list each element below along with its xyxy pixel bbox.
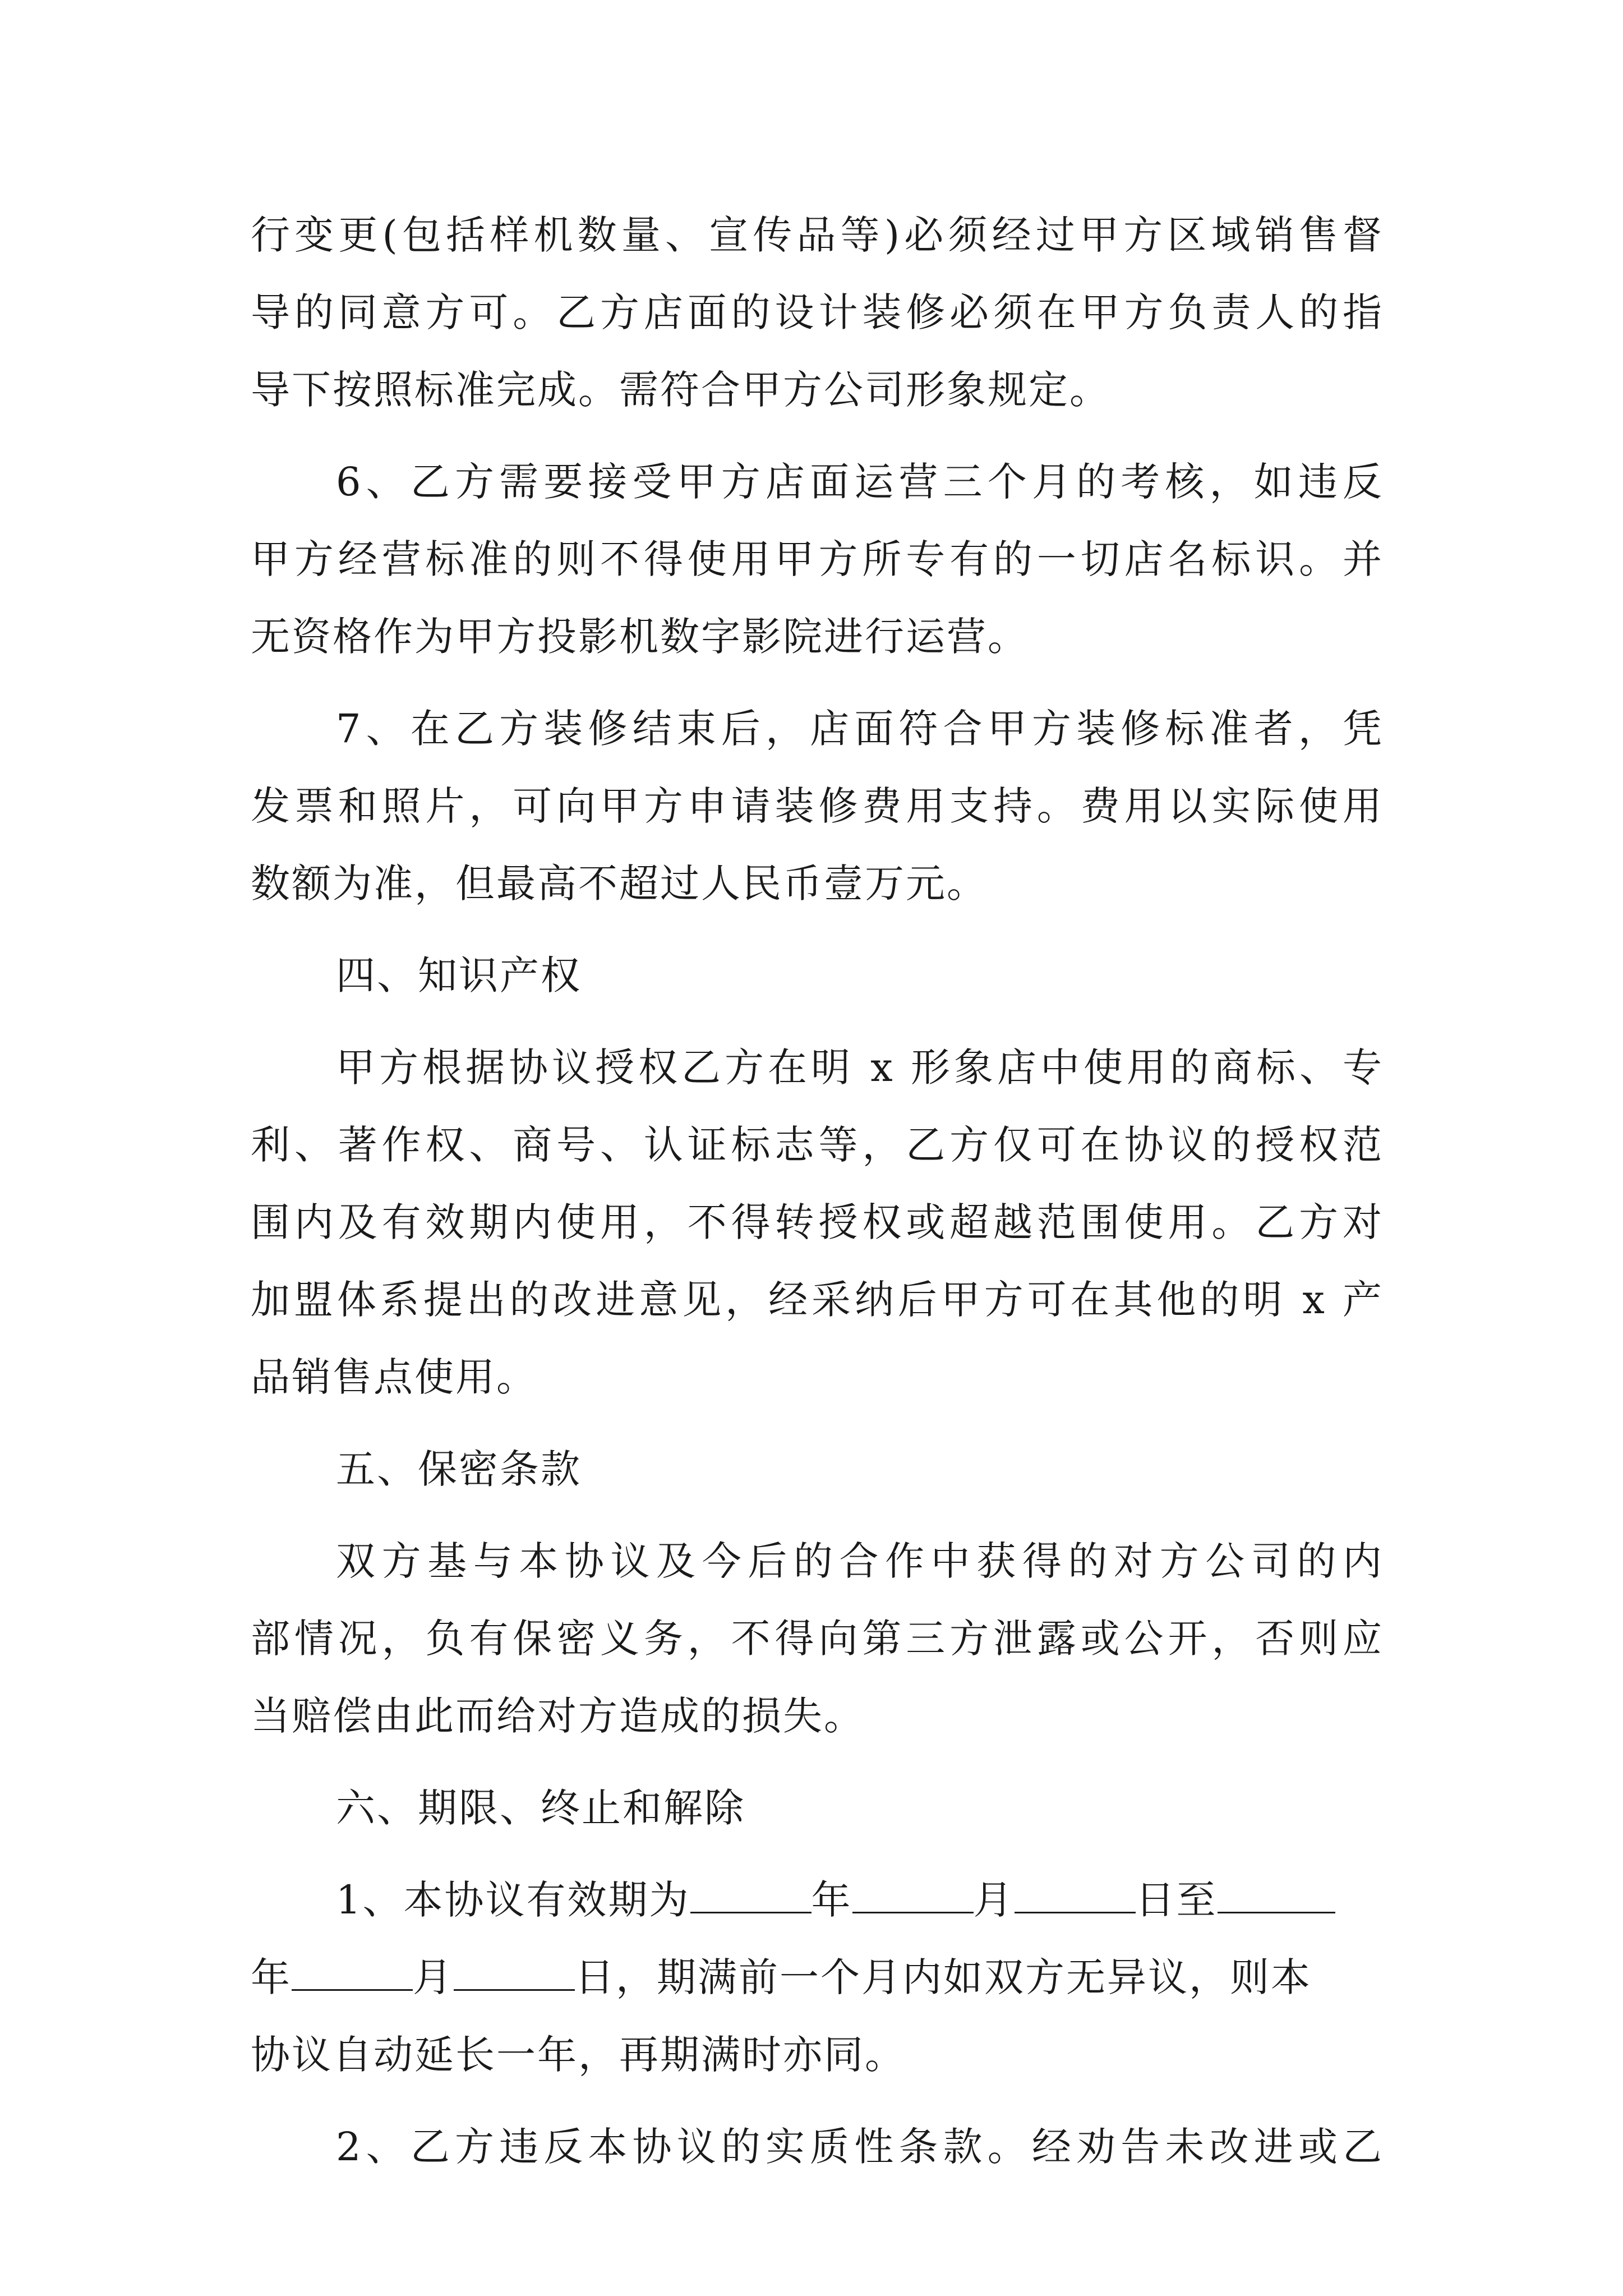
paragraph	[251, 1522, 1384, 1755]
text-line: 围内及有效期内使用，不得转授权或超越范围使用。乙方对	[251, 1199, 1384, 1245]
heading-text: 四、知识产权	[336, 953, 582, 999]
text-line: 利、著作权、商号、认证标志等，乙方仅可在协议的授权范	[251, 1122, 1384, 1168]
paragraph	[251, 443, 1384, 675]
text-line	[251, 1939, 1384, 2016]
paragraph	[251, 690, 1384, 922]
fill-in-blank	[852, 1864, 974, 1913]
text-fragment: 日，期满前一个月内如双方无异议，则本	[575, 1954, 1312, 2000]
fill-in-blank	[1218, 1864, 1335, 1913]
heading-text: 六、期限、终止和解除	[336, 1785, 745, 1831]
text-line: 数额为准，但最高不超过人民币壹万元。	[251, 861, 988, 907]
text-line: 当赔偿由此而给对方造成的损失。	[251, 1693, 865, 1739]
text-line: 发票和照片，可向甲方申请装修费用支持。费用以实际使用	[251, 783, 1384, 829]
section-heading	[251, 1769, 1384, 1847]
paragraph	[251, 1861, 1384, 2093]
fill-in-blank	[292, 1941, 413, 1991]
text-line: 6、乙方需要接受甲方店面运营三个月的考核，如违反	[336, 459, 1384, 505]
text-fragment: 月	[413, 1954, 454, 2000]
section-heading	[251, 1430, 1384, 1508]
text-line: 行变更(包括样机数量、宣传品等)必须经过甲方区域销售督	[251, 212, 1384, 258]
text-line: 2、乙方违反本协议的实质性条款。经劝告未改进或乙	[336, 2124, 1384, 2170]
fill-in-blank	[454, 1941, 575, 1991]
document-body	[251, 196, 1384, 2185]
text-line: 无资格作为甲方投影机数字影院进行运营。	[251, 614, 1029, 660]
text-line: 加盟体系提出的改进意见，经采纳后甲方可在其他的明 x 产	[251, 1277, 1384, 1323]
text-fragment: 1、本协议有效期为	[336, 1877, 690, 1923]
text-fragment: 年	[251, 1954, 292, 2000]
text-fragment: 年	[811, 1877, 852, 1923]
paragraph	[251, 196, 1384, 429]
text-line: 7、在乙方装修结束后，店面符合甲方装修标准者，凭	[336, 706, 1384, 752]
text-line: 甲方经营标准的则不得使用甲方所专有的一切店名标识。并	[251, 536, 1384, 582]
fill-in-blank	[690, 1864, 811, 1913]
text-fragment: 日至	[1135, 1877, 1218, 1923]
text-line: 协议自动延长一年，再期满时亦同。	[251, 2032, 906, 2078]
text-line: 甲方根据协议授权乙方在明 x 形象店中使用的商标、专	[336, 1045, 1384, 1091]
heading-text: 五、保密条款	[336, 1446, 582, 1492]
text-line	[251, 1861, 1384, 1939]
text-line: 双方基与本协议及今后的合作中获得的对方公司的内	[336, 1538, 1384, 1584]
text-line: 导的同意方可。乙方店面的设计装修必须在甲方负责人的指	[251, 289, 1384, 335]
text-line: 部情况，负有保密义务，不得向第三方泄露或公开，否则应	[251, 1616, 1384, 1662]
paragraph	[251, 1029, 1384, 1416]
text-fragment: 月	[973, 1877, 1015, 1923]
paragraph	[251, 2108, 1384, 2185]
section-heading	[251, 937, 1384, 1014]
text-line: 导下按照标准完成。需符合甲方公司形象规定。	[251, 367, 1110, 413]
text-line: 品销售点使用。	[251, 1354, 537, 1400]
fill-in-blank	[1015, 1864, 1136, 1913]
